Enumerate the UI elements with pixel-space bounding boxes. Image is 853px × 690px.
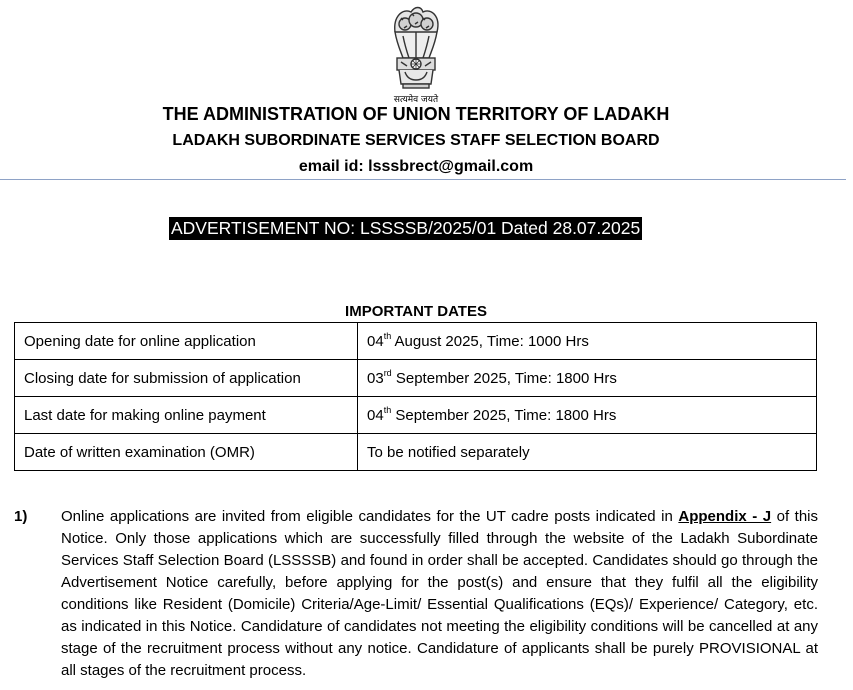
paragraph-1	[14, 506, 818, 682]
email-line: email id: lsssbrect@gmail.com	[298, 158, 534, 175]
table-row	[15, 434, 817, 471]
board-title: LADAKH SUBORDINATE SERVICES STAFF SELECTION BOARD	[172, 132, 660, 149]
paragraph-number: 1)	[14, 508, 28, 525]
table-row	[15, 397, 817, 434]
national-emblem-icon	[381, 2, 451, 102]
date-value: 04th September 2025, Time: 1800 Hrs	[358, 397, 817, 434]
table-row	[15, 323, 817, 360]
table-row	[15, 360, 817, 397]
appendix-j-link[interactable]: Appendix - J	[678, 508, 772, 525]
header-divider	[0, 179, 846, 180]
date-label: Opening date for online application	[15, 323, 358, 360]
emblem-motto: सत्यमेव जयते	[393, 95, 439, 105]
date-value: To be notified separately	[358, 434, 817, 471]
date-value: 04th August 2025, Time: 1000 Hrs	[358, 323, 817, 360]
date-label: Date of written examination (OMR)	[15, 434, 358, 471]
important-dates-table	[14, 322, 817, 471]
organization-title: THE ADMINISTRATION OF UNION TERRITORY OF LADAKH	[162, 104, 670, 124]
advertisement-number: ADVERTISEMENT NO: LSSSSB/2025/01 Dated 28.07.2025	[171, 218, 641, 238]
important-dates-title: IMPORTANT DATES	[345, 303, 487, 320]
date-label: Closing date for submission of application	[15, 360, 358, 397]
date-label: Last date for making online payment	[15, 397, 358, 434]
paragraph-text: Online applications are invited from eligible candidates for the UT cadre posts indicated in Appendix - J of this Notice. Only those applications which are successfully filled through the website of the Ladakh Subordinate Services Staff Selection Board (LSSSSB) and found in order shall be accepted. Candidates should go through the Advertisement Notice carefully, before applying for the post(s) and ensure that they fulfil all the eligibility conditions like Resident (Domicile) Criteria/Age-Limit/ Essential Qualifications (EQs)/ Experience/ Category, etc. as indicated in this Notice. Candidature of candidates not meeting the eligibility conditions will be cancelled at any stage of the recruitment process without any notice. Candidature of applicants shall be purely PROVISIONAL at all stages of the recruitment process.	[61, 508, 819, 679]
date-value: 03rd September 2025, Time: 1800 Hrs	[358, 360, 817, 397]
